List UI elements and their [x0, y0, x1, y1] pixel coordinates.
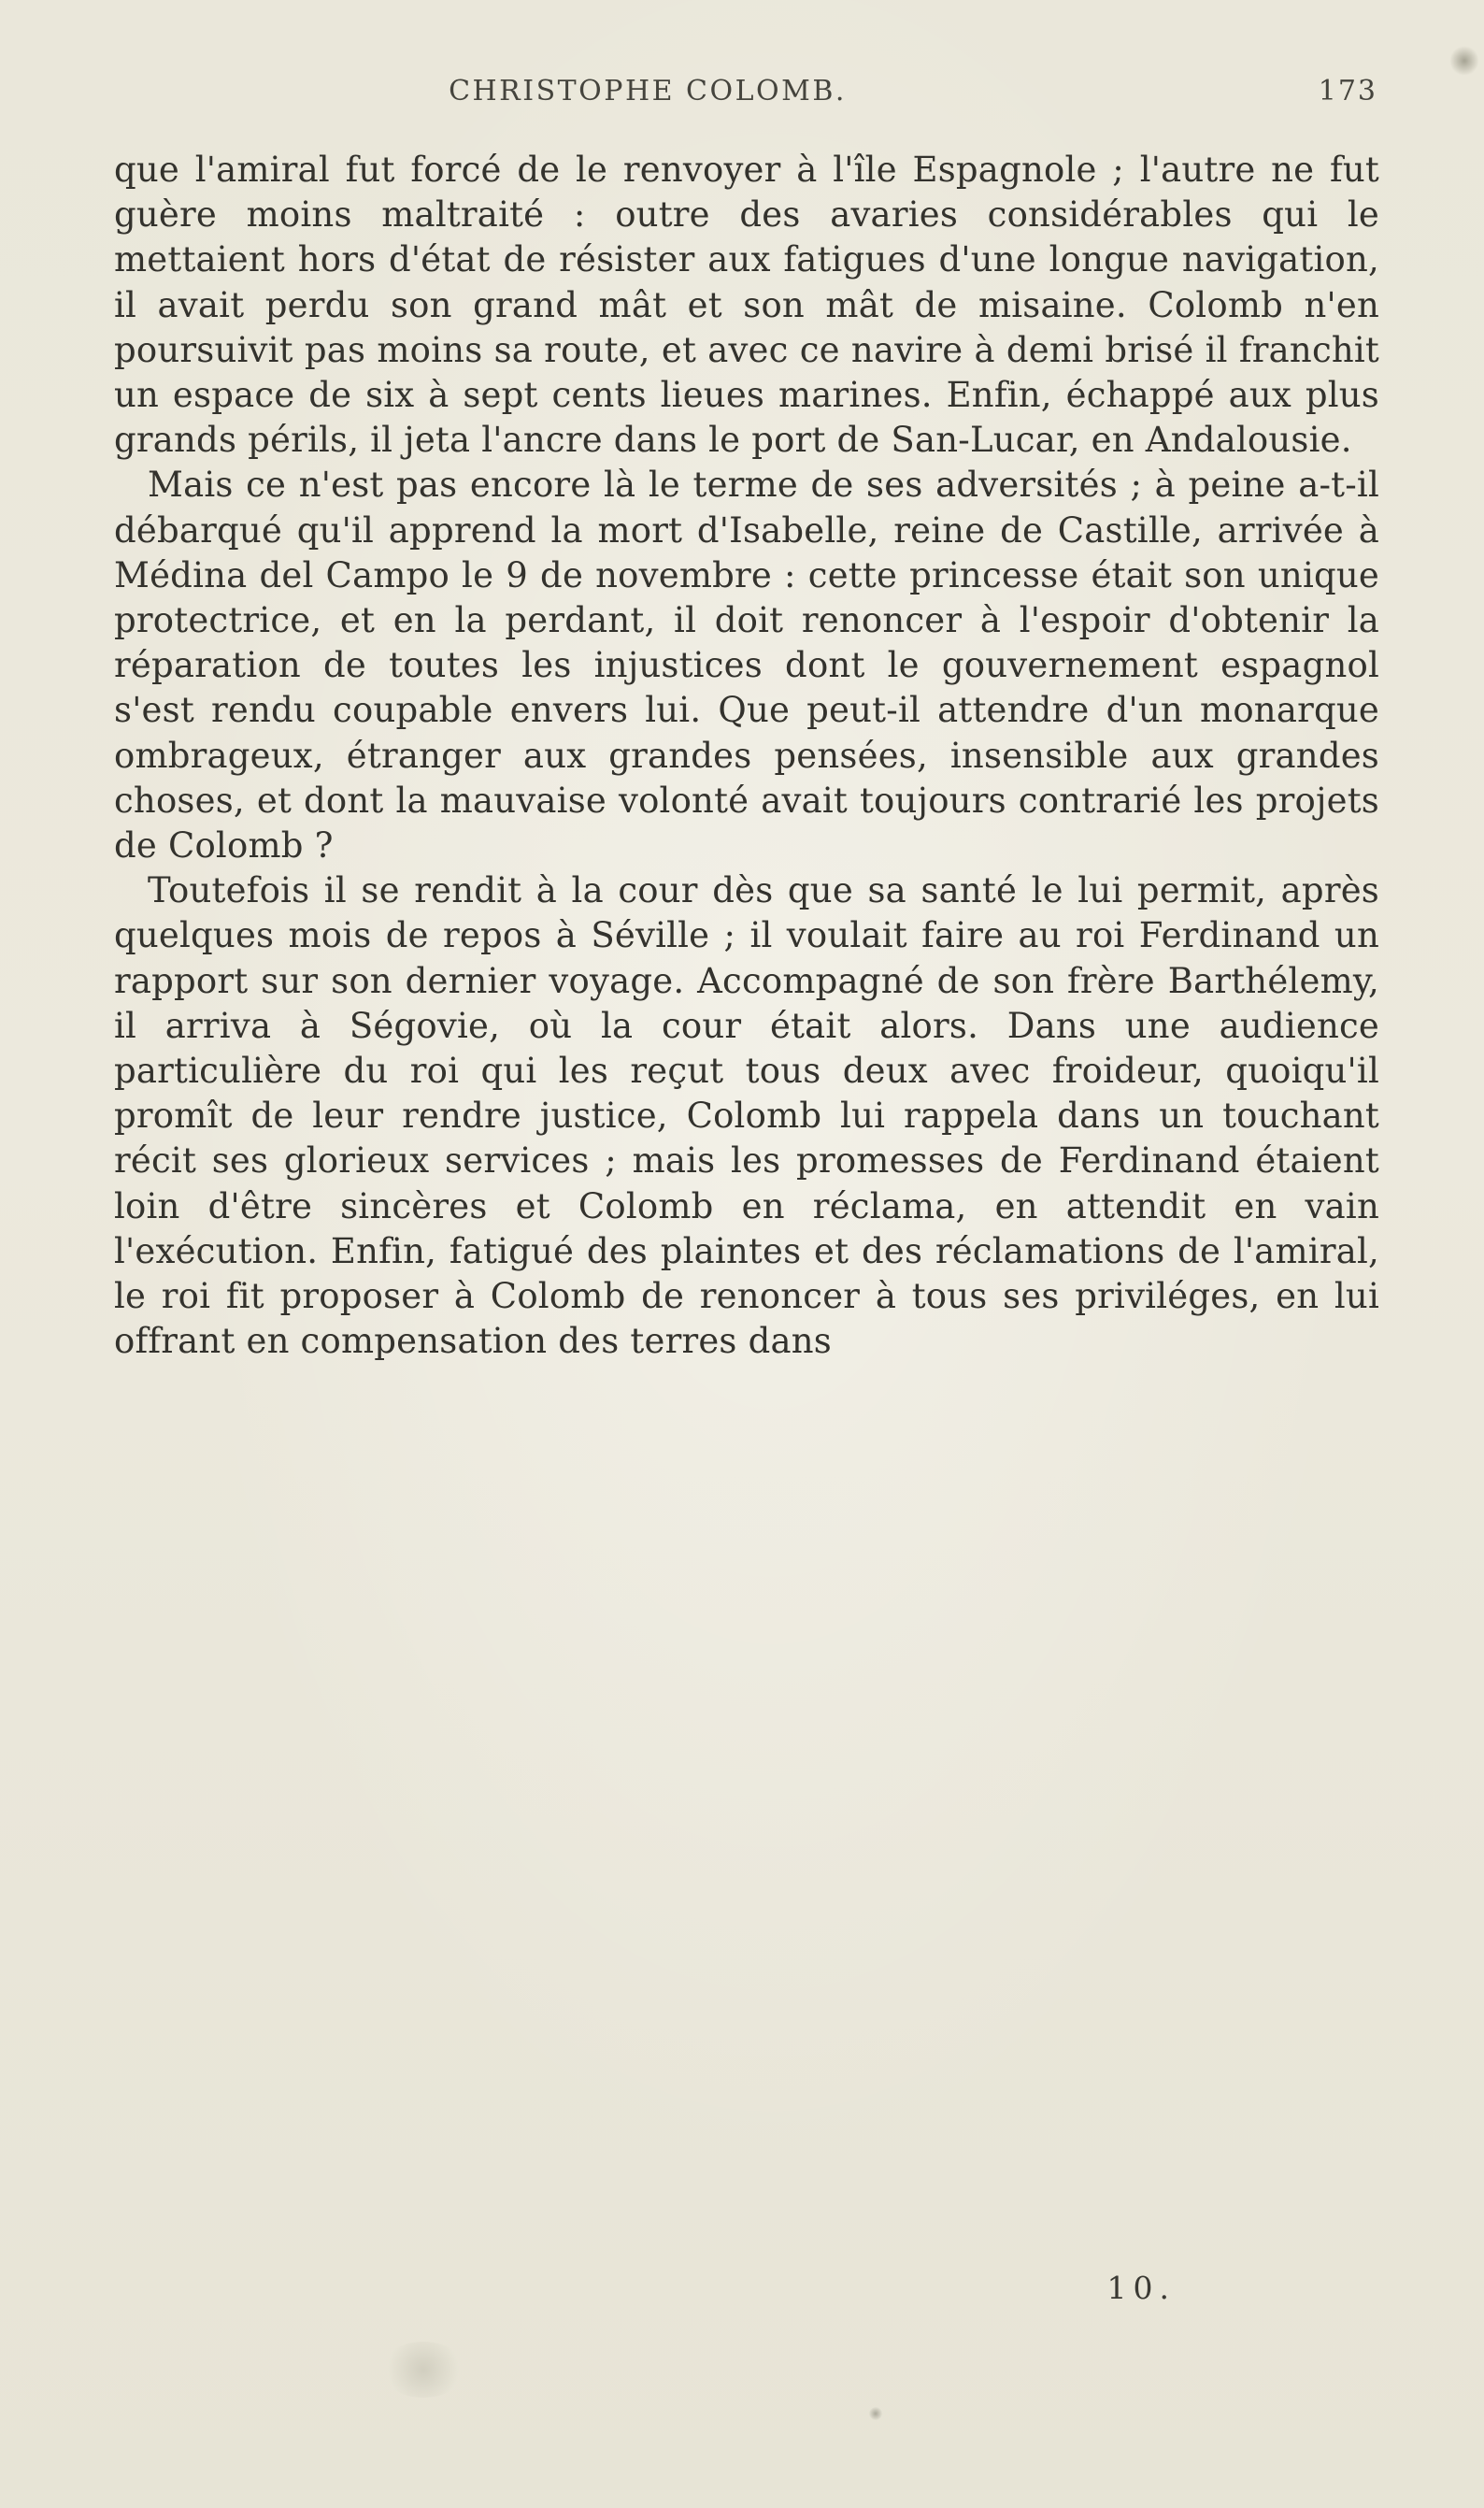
paragraph-continuation: que l'amiral fut forcé de le renvoyer à l'île Espagnole ; l'autre ne fut guère moins maltraité : outre des avaries considérables qui le mettaient hors d'état de résister aux fatigues d'une longue navigation, il avait perdu son grand mât et son mât de misaine. Colomb n'en poursuivit pas moins sa route, et avec ce navire à demi brisé il franchit un espace de six à sept cents lieues marines. Enfin, échappé aux plus grands périls, il jeta l'ancre dans le port de San-Lucar, en Andalousie.: [114, 150, 1379, 461]
page-header: [114, 75, 1379, 116]
signature-mark: 10.: [1106, 2270, 1176, 2306]
scan-artifact: [381, 2342, 465, 2398]
page-footer: [114, 2270, 1379, 2306]
page-number: 173: [1318, 75, 1377, 107]
paragraph: Mais ce n'est pas encore là le terme de ses adversités ; à peine a-t-il débarqué qu'il apprend la mort d'Isabelle, reine de Castille, arrivée à Médina del Campo le 9 de novembre : cette princesse était son unique protectrice, et en la perdant, il doit renoncer à l'espoir d'obtenir la réparation de toutes les injustices dont le gouvernement espagnol s'est rendu coupable envers lui. Que peut-il attendre d'un monarque ombrageux, étranger aux grandes pensées, insensible aux grandes choses, et dont la mauvaise volonté avait toujours contrarié les projets de Colomb ?: [114, 465, 1379, 867]
scan-artifact: [869, 2407, 882, 2420]
paragraph: Toutefois il se rendit à la cour dès que sa santé le lui permit, après quelques mois de repos à Séville ; il voulait faire au roi Ferdinand un rapport sur son dernier voyage. Accompagné de son frère Barthélemy, il arriva à Ségovie, où la cour était alors. Dans une audience particulière du roi qui les reçut tous deux avec froideur, quoiqu'il promît de leur rendre justice, Colomb lui rappela dans un touchant récit ses glorieux services ; mais les promesses de Ferdinand étaient loin d'être sincères et Colomb en réclama, en attendit en vain l'exécution. Enfin, fatigué des plaintes et des réclamations de l'amiral, le roi fit proposer à Colomb de renoncer à tous ses priviléges, en lui offrant en compensation des terres dans: [114, 870, 1379, 1362]
scan-artifact: [1450, 45, 1478, 77]
running-title: CHRISTOPHE COLOMB.: [449, 75, 847, 107]
body-text: [114, 148, 1379, 1364]
